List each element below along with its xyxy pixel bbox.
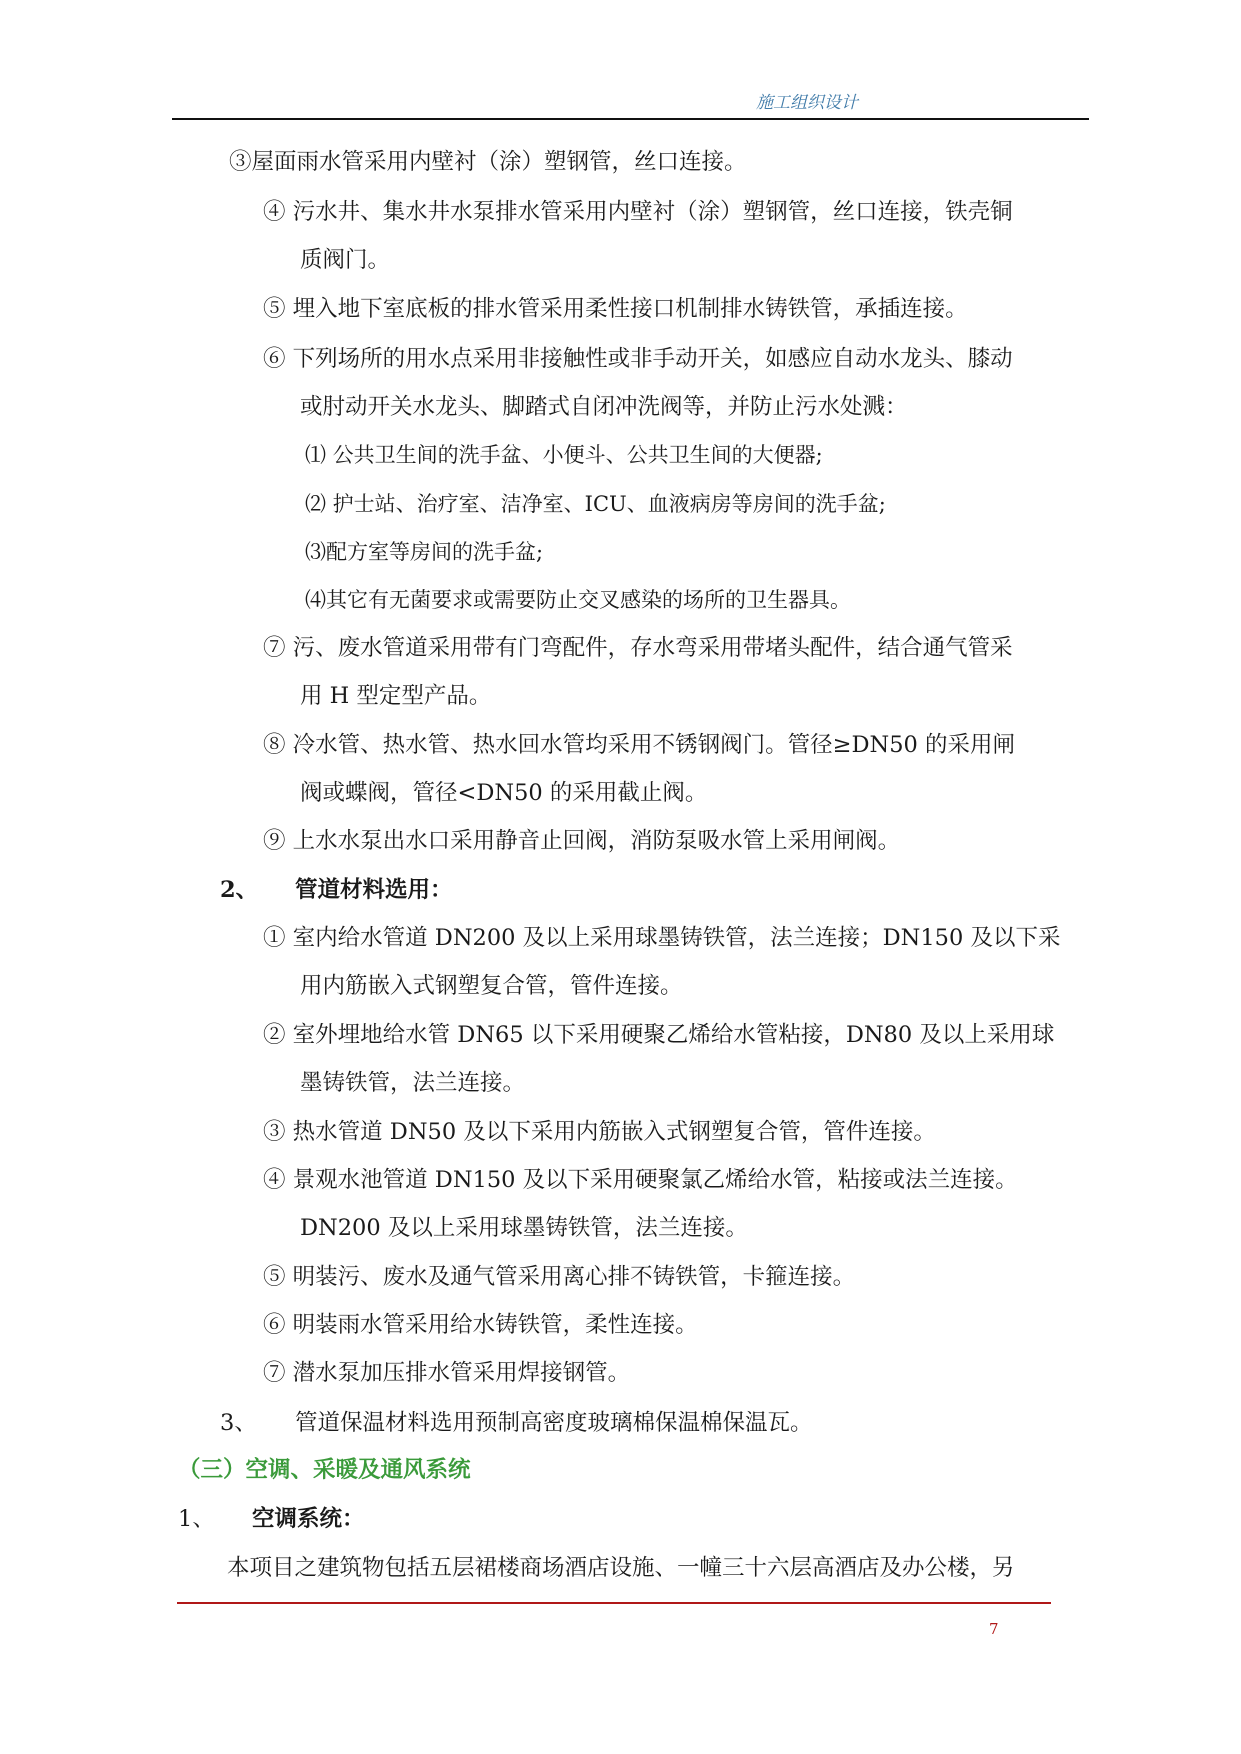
subheading-title: 管道材料选用： xyxy=(295,877,453,903)
text-line: ⑤ 明装污、废水及通气管采用离心排不铸铁管，卡箍连接。 xyxy=(263,1264,856,1290)
subheading-number: 2、 xyxy=(220,877,259,903)
subheading-title: 空调系统： xyxy=(252,1506,365,1532)
text-line: 质阀门。 xyxy=(300,247,391,273)
text-line: ③屋面雨水管采用内壁衬（涂）塑钢管，丝口连接。 xyxy=(229,149,747,175)
text-line: ⑶配方室等房间的洗手盆; xyxy=(305,540,544,564)
text-line: 管道保温材料选用预制高密度玻璃棉保温棉保温瓦。 xyxy=(295,1410,813,1436)
text-line: 用 H 型定型产品。 xyxy=(300,683,492,709)
header-title: 施工组织设计 xyxy=(756,93,858,113)
page-number: 7 xyxy=(989,1620,999,1638)
text-line: ⑥ 下列场所的用水点采用非接触性或非手动开关，如感应自动水龙头、膝动 xyxy=(263,346,1013,372)
text-line: ③ 热水管道 DN50 及以下采用内筋嵌入式钢塑复合管，管件连接。 xyxy=(263,1119,936,1145)
text-line: ⑧ 冷水管、热水管、热水回水管均采用不锈钢阀门。管径≥DN50 的采用闸 xyxy=(263,732,1016,758)
footer-rule xyxy=(177,1602,1051,1604)
header-rule xyxy=(172,118,1089,120)
text-line: ④ 污水井、集水井水泵排水管采用内壁衬（涂）塑钢管，丝口连接，铁壳铜 xyxy=(263,199,1013,225)
text-line: ⑤ 埋入地下室底板的排水管采用柔性接口机制排水铸铁管，承插连接。 xyxy=(263,296,968,322)
text-line: 阀或蝶阀，管径<DN50 的采用截止阀。 xyxy=(300,780,708,806)
text-line: ⑦ 潜水泵加压排水管采用焊接钢管。 xyxy=(263,1360,631,1386)
text-line: ⑦ 污、废水管道采用带有门弯配件，存水弯采用带堵头配件，结合通气管采 xyxy=(263,635,1013,661)
text-line: ① 室内给水管道 DN200 及以上采用球墨铸铁管，法兰连接；DN150 及以下采 xyxy=(263,925,1061,951)
text-line: ② 室外埋地给水管 DN65 以下采用硬聚乙烯给水管粘接，DN80 及以上采用球 xyxy=(263,1022,1055,1048)
text-line: 墨铸铁管，法兰连接。 xyxy=(300,1070,526,1096)
text-line: ⑴ 公共卫生间的洗手盆、小便斗、公共卫生间的大便器; xyxy=(305,443,823,467)
text-line: 本项目之建筑物包括五层裙楼商场酒店设施、一幢三十六层高酒店及办公楼，另 xyxy=(227,1555,1015,1581)
text-line: DN200 及以上采用球墨铸铁管，法兰连接。 xyxy=(300,1215,748,1241)
text-line: ⑵ 护士站、治疗室、洁净室、ICU、血液病房等房间的洗手盆; xyxy=(305,492,886,516)
text-line: ⑨ 上水水泵出水口采用静音止回阀，消防泵吸水管上采用闸阀。 xyxy=(263,828,901,854)
subheading-number: 3、 xyxy=(220,1410,257,1436)
subheading-number: 1、 xyxy=(178,1506,215,1532)
text-line: ⑷其它有无菌要求或需要防止交叉感染的场所的卫生器具。 xyxy=(305,588,851,612)
text-line: 或肘动开关水龙头、脚踏式自闭冲洗阀等，并防止污水处溅： xyxy=(300,394,908,420)
text-line: 用内筋嵌入式钢塑复合管，管件连接。 xyxy=(300,973,683,999)
section-title: （三）空调、采暖及通风系统 xyxy=(178,1457,471,1483)
text-line: ⑥ 明装雨水管采用给水铸铁管，柔性连接。 xyxy=(263,1312,698,1338)
text-line: ④ 景观水池管道 DN150 及以下采用硬聚氯乙烯给水管，粘接或法兰连接。 xyxy=(263,1167,1018,1193)
